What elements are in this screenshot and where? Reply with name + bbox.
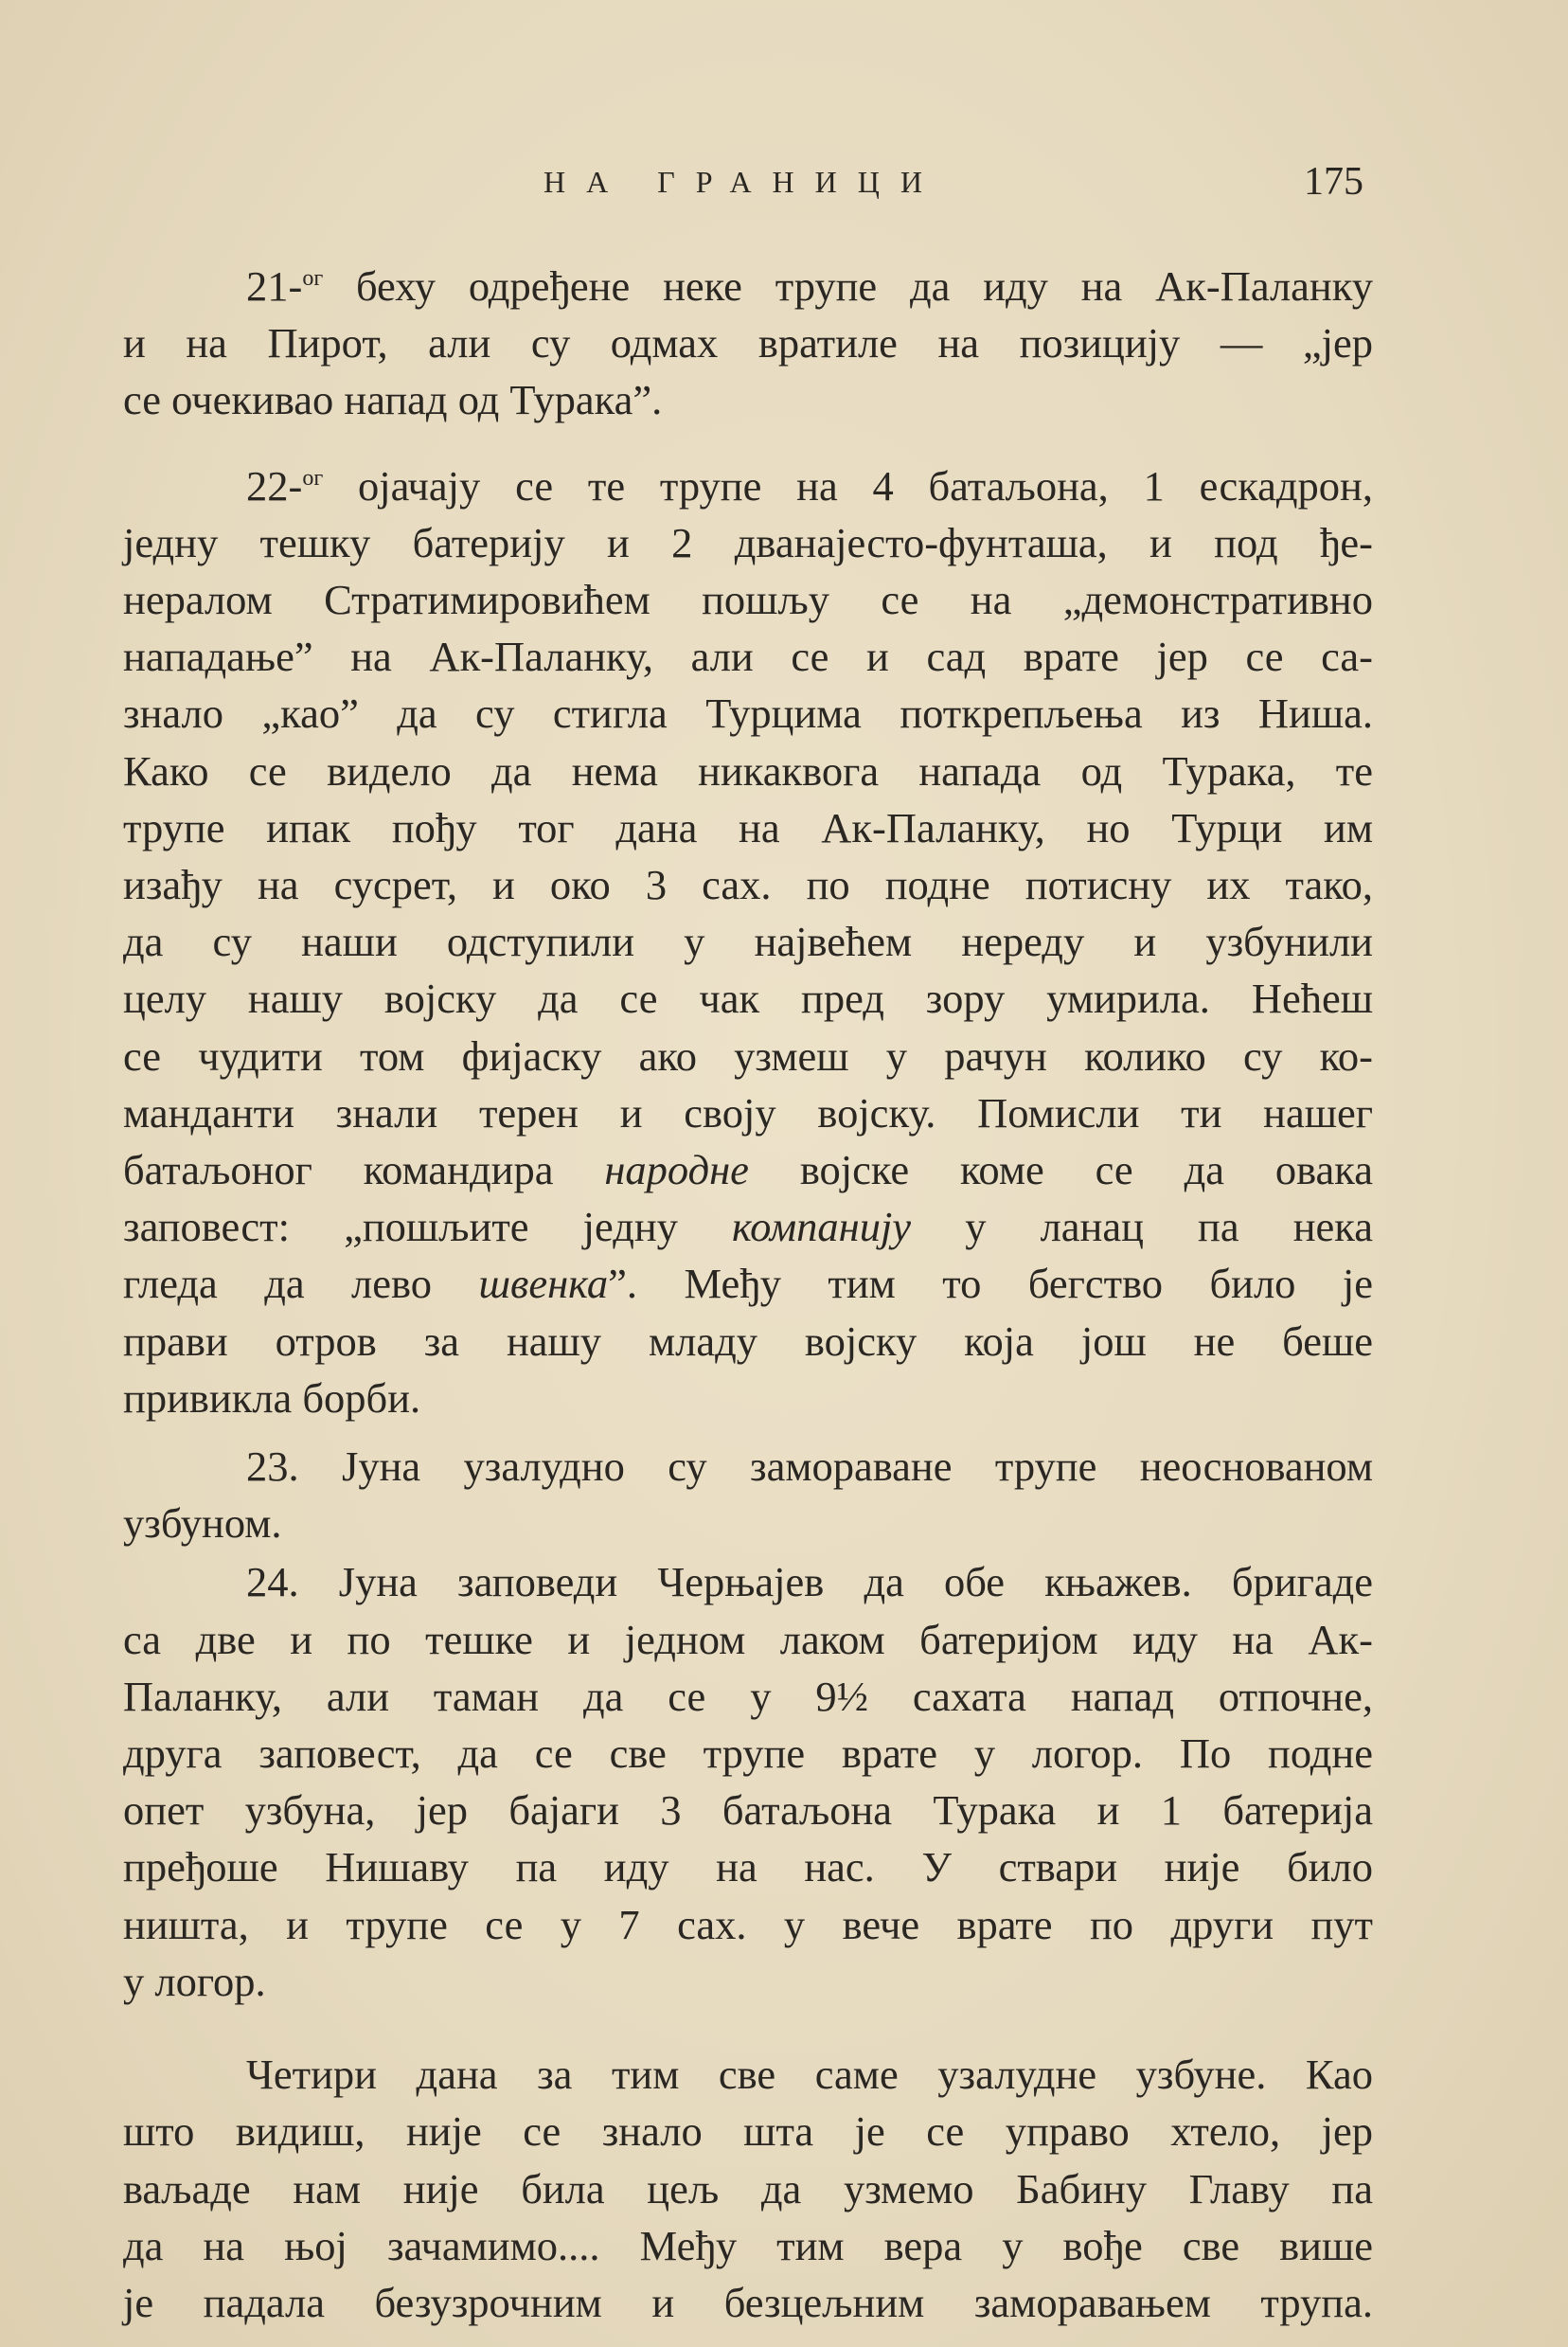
text-line: заповест: „пошљите једну компанију у ланац па нека [123,1203,1373,1251]
page-header [123,159,1363,216]
text-line: целу нашу војску да се чак пред зору умирила. Нећеш [123,975,1373,1023]
text-line: Четири дана за тим све саме узалудне узбуне. Као [246,2051,1373,2099]
text-line: да на њој зачамимо.... Међу тим вера у вође све више [123,2221,1373,2269]
body-text [123,258,1373,2331]
text-line: Како се видело да нема никаквога напада од Турака, те [123,746,1373,795]
text-line: знало „као” да су стигла Турцима поткрепљења из Ниша. [123,690,1373,738]
text-line: привикла борби. [123,1373,421,1422]
text-line: нападање” на Ак-Паланку, али се и сад врате јер се са- [123,633,1373,681]
text-line: узбуном. [123,1499,282,1548]
text-line: што видиш, није се знало шта је се управо хтело, јер [123,2107,1373,2156]
text-line: 21-$^{ог}$ беху одређене неке трупе да иду на Ак-Паланку [246,262,1373,310]
paragraph-june-24 [123,1553,1373,2010]
page-number: 175 [1304,160,1363,204]
text-line: се очекивао напад од Турака”. [123,376,663,424]
running-head: НА ГРАНИЦИ [543,165,943,199]
italic-word: компанију [732,1203,912,1251]
text-line: Паланку, али таман да се у 9½ сахата напад отпочне, [123,1672,1373,1720]
text-line: 24. Јуна заповеди Черњајев да обе књажев. бригаде [246,1558,1373,1606]
text-line: пређоше Нишаву па иду на нас. У ствари није било [123,1843,1373,1891]
paragraph-june-21 [123,258,1373,429]
text-line: ништа, и трупе се у 7 сах. у вече врате по други пут [123,1900,1373,1948]
text-line: једну тешку батерију и 2 дванајесто-фунташа, и под ђе- [123,518,1373,566]
text-line: у логор. [123,1957,266,2005]
paragraph-four-days [123,2046,1373,2331]
text-line: 22-$^{ог}$ ојачају се те трупе на 4 батаљона, 1 ескадрон, [246,461,1373,510]
text-line: ваљаде нам није била цељ да узмемо Бабину Главу па [123,2164,1373,2213]
text-line: друга заповест, да се све трупе врате у логор. По подне [123,1729,1373,1778]
text-line: се чудити том фијаску ако узмеш у рачун колико су ко- [123,1031,1373,1080]
text-line: са две и по тешке и једном лаком батеријом иду на Ак- [123,1615,1373,1663]
text-line: да су наши одступили у највећем нереду и узбунили [123,918,1373,966]
text-line: изађу на сусрет, и око 3 сах. по подне потисну их тако, [123,861,1373,909]
text-line: трупе ипак пођу тог дана на Ак-Паланку, но Турци им [123,803,1373,851]
text-line: манданти знали терен и своју војску. Помисли ти нашег [123,1088,1373,1137]
paragraph-june-22 [123,457,1373,1426]
text-line: и на Пирот, али су одмах вратиле на позицију — „јер [123,319,1373,367]
text-line: је падала безузрочним и безцељним заморавањем трупа. [123,2278,1373,2326]
text-line: прави отров за нашу младу војску која још не беше [123,1317,1373,1365]
text-line: батаљоног командира народне војске коме се да овака [123,1146,1373,1194]
text-line: нералом Стратимировићем пошљу се на „демонстративно [123,576,1373,624]
italic-word: народне [604,1146,749,1194]
text-line: 23. Јуна узалудно су замораване трупе неоснованом [246,1442,1373,1491]
text-line: опет узбуна, јер бајаги 3 батаљона Турака и 1 батерија [123,1786,1373,1835]
paragraph-june-23 [123,1438,1373,1551]
text-line: гледа да лево швенка”. Међу тим то бегство било је [123,1260,1373,1308]
italic-word: швенка [478,1260,609,1308]
